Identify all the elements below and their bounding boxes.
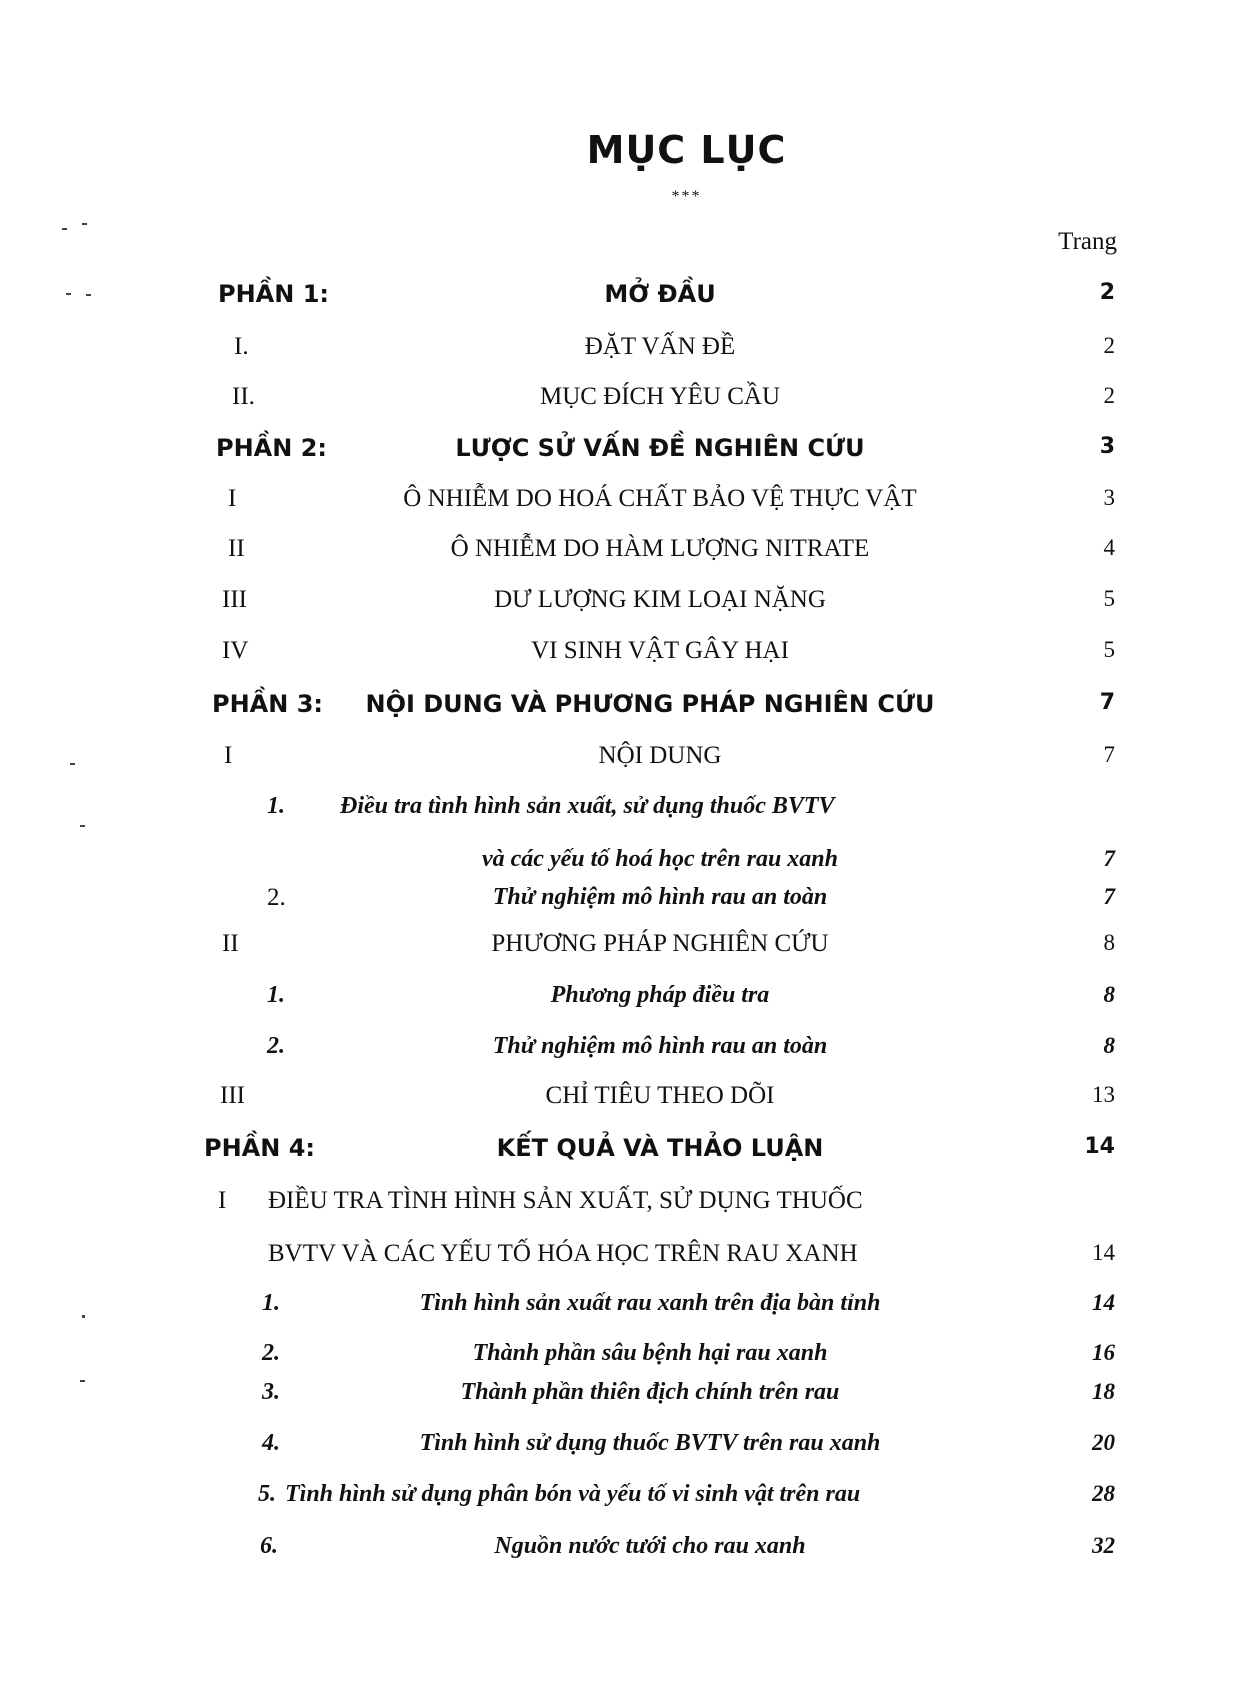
scan-speck	[80, 825, 85, 827]
toc-entry-number: 1.	[267, 982, 285, 1008]
toc-entry-number: PHẦN 4:	[204, 1134, 315, 1162]
toc-entry-page: 20	[1092, 1430, 1115, 1455]
toc-entry	[0, 383, 1235, 423]
toc-entry-page: 5	[1103, 586, 1115, 611]
toc-entry	[0, 884, 1235, 924]
toc-entry	[0, 930, 1235, 970]
toc-entry-title: Ô NHIỄM DO HÀM LƯỢNG NITRATE	[450, 535, 870, 562]
toc-entry-title: BVTV VÀ CÁC YẾU TỐ HÓA HỌC TRÊN RAU XANH	[268, 1240, 858, 1267]
toc-entry-title: LƯỢC SỬ VẤN ĐỀ NGHIÊN CỨU	[455, 434, 865, 462]
toc-entry-page: 8	[1103, 1033, 1115, 1058]
toc-entry-number: I	[224, 742, 233, 769]
toc-entry-title: MỤC ĐÍCH YÊU CẦU	[539, 383, 781, 410]
toc-entry	[0, 1481, 1235, 1521]
toc-entry-number: 2.	[267, 884, 286, 911]
scan-speck	[82, 1315, 85, 1318]
toc-entry-number: 1.	[262, 1290, 280, 1316]
toc-entry-page: 7	[1099, 690, 1115, 715]
toc-entry-title: DƯ LƯỢNG KIM LOẠI NẶNG	[494, 586, 826, 613]
toc-entry-title: ĐẶT VẤN ĐỀ	[584, 333, 736, 360]
toc-entry-page: 7	[1103, 846, 1115, 871]
toc-entry	[0, 846, 1235, 886]
toc-entry-title: MỞ ĐẦU	[604, 280, 716, 308]
toc-entry-page: 13	[1092, 1082, 1115, 1107]
toc-entry	[0, 434, 1235, 474]
toc-entry-page: 2	[1103, 383, 1115, 408]
toc-entry-number: I	[228, 485, 237, 512]
toc-entry	[0, 793, 1235, 833]
toc-entry-number: 4.	[262, 1430, 280, 1456]
page-title: MỤC LỤC	[586, 128, 787, 172]
toc-entry-title: Tình hình sử dụng thuốc BVTV trên rau xanh	[419, 1430, 881, 1456]
toc-entry	[0, 485, 1235, 525]
toc-entry-number: I	[218, 1187, 227, 1214]
toc-entry-title: Thử nghiệm mô hình rau an toàn	[492, 1033, 828, 1059]
toc-entry-page: 28	[1092, 1481, 1115, 1506]
toc-entry	[0, 637, 1235, 677]
toc-entry-page: 14	[1084, 1134, 1115, 1159]
toc-entry-title: NỘI DUNG VÀ PHƯƠNG PHÁP NGHIÊN CỨU	[365, 690, 935, 718]
toc-entry-title: Phương pháp điều tra	[550, 982, 770, 1008]
toc-entry-title: CHỈ TIÊU THEO DÕI	[545, 1082, 775, 1109]
toc-entry-page: 4	[1103, 535, 1115, 560]
toc-entry-title: Tình hình sử dụng phân bón và yếu tố vi sinh vật trên rau	[285, 1481, 861, 1507]
toc-entry	[0, 333, 1235, 373]
toc-entry-number: 3.	[262, 1379, 280, 1405]
toc-entry-page: 5	[1103, 637, 1115, 662]
toc-entry	[0, 1082, 1235, 1122]
toc-entry-page: 8	[1103, 982, 1115, 1007]
toc-entry-page: 32	[1092, 1533, 1115, 1558]
toc-entry-page: 7	[1103, 742, 1115, 767]
toc-entry-number: II.	[232, 383, 255, 410]
toc-entry	[0, 535, 1235, 575]
scan-speck	[82, 223, 87, 225]
scan-speck	[62, 228, 67, 230]
toc-entry-title: PHƯƠNG PHÁP NGHIÊN CỨU	[491, 930, 829, 957]
toc-entry-page: 3	[1103, 485, 1115, 510]
toc-entry	[0, 1430, 1235, 1470]
toc-entry	[0, 1033, 1235, 1073]
toc-entry-number: PHẦN 1:	[218, 280, 329, 308]
scan-speck	[66, 293, 71, 295]
toc-entry-title: Ô NHIỄM DO HOÁ CHẤT BẢO VỆ THỰC VẬT	[403, 485, 917, 512]
toc-entry-title: KẾT QUẢ VÀ THẢO LUẬN	[496, 1134, 824, 1162]
toc-entry-title: Thành phần sâu bệnh hại rau xanh	[472, 1340, 828, 1366]
toc-entry-title: Thử nghiệm mô hình rau an toàn	[492, 884, 828, 910]
toc-entry-page: 8	[1103, 930, 1115, 955]
page-column-header: Trang	[1058, 228, 1117, 255]
toc-entry	[0, 1134, 1235, 1174]
toc-entry-number: II	[228, 535, 245, 562]
toc-entry-number: I.	[234, 333, 249, 360]
title-ornament: ***	[671, 188, 702, 205]
toc-entry-page: 7	[1103, 884, 1115, 909]
toc-entry-title: Tình hình sản xuất rau xanh trên địa bàn tỉnh	[419, 1290, 881, 1316]
scan-speck	[70, 763, 75, 765]
toc-entry-page: 3	[1099, 434, 1115, 459]
toc-entry-title: Thành phần thiên địch chính trên rau	[460, 1379, 840, 1405]
toc-entry-number: 2.	[267, 1033, 285, 1059]
toc-entry-number: 6.	[260, 1533, 278, 1559]
toc-entry-title: VI SINH VẬT GÂY HẠI	[531, 637, 789, 664]
toc-entry	[0, 690, 1235, 730]
toc-entry-title: và các yếu tố hoá học trên rau xanh	[481, 846, 838, 872]
toc-entry	[0, 1187, 1235, 1227]
toc-entry-title: NỘI DUNG	[598, 742, 722, 769]
toc-entry-page: 2	[1103, 333, 1115, 358]
toc-entry-title: Điều tra tình hình sản xuất, sử dụng thuốc BVTV	[340, 793, 835, 819]
toc-entry	[0, 982, 1235, 1022]
toc-entry	[0, 1240, 1235, 1280]
toc-entry-number: III	[220, 1082, 245, 1109]
toc-entry-number: 5.	[258, 1481, 276, 1507]
toc-entry	[0, 1340, 1235, 1380]
toc-entry	[0, 280, 1235, 320]
toc-entry-title: ĐIỀU TRA TÌNH HÌNH SẢN XUẤT, SỬ DỤNG THUỐC	[268, 1187, 863, 1214]
toc-entry	[0, 1379, 1235, 1419]
toc-entry	[0, 586, 1235, 626]
toc-entry-number: PHẦN 2:	[216, 434, 327, 462]
toc-entry-page: 14	[1092, 1290, 1115, 1315]
toc-entry-page: 2	[1099, 280, 1115, 305]
toc-entry-title: Nguồn nước tưới cho rau xanh	[494, 1533, 806, 1559]
toc-entry-number: PHẦN 3:	[212, 690, 323, 718]
toc-entry	[0, 1533, 1235, 1573]
toc-entry-number: II	[222, 930, 239, 957]
toc-entry-number: III	[222, 586, 247, 613]
toc-entry-page: 18	[1092, 1379, 1115, 1404]
scan-speck	[80, 1380, 85, 1382]
toc-entry-number: IV	[222, 637, 249, 664]
scan-speck	[86, 294, 91, 296]
toc-entry-number: 2.	[262, 1340, 280, 1366]
toc-entry	[0, 742, 1235, 782]
toc-entry-page: 16	[1092, 1340, 1115, 1365]
toc-entry-number: 1.	[267, 793, 285, 819]
toc-entry-page: 14	[1092, 1240, 1115, 1265]
toc-entry	[0, 1290, 1235, 1330]
